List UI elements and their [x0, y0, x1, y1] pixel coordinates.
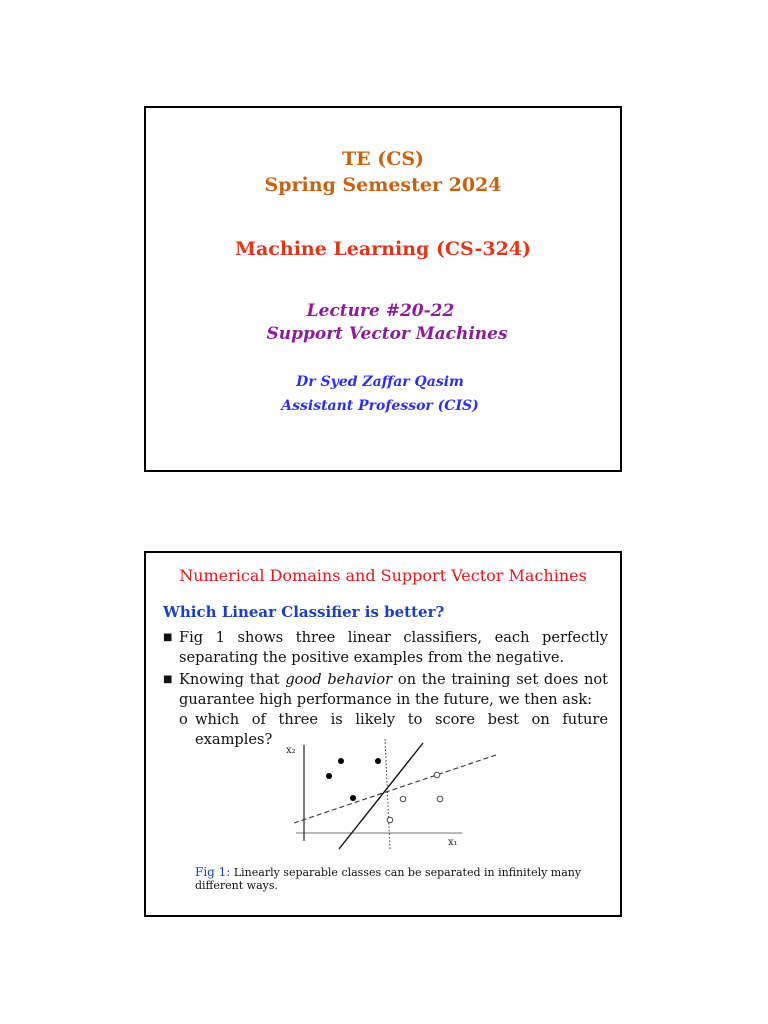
- bullet-text-start: Knowing that: [179, 671, 286, 688]
- square-bullet-icon: ■: [163, 632, 173, 643]
- course-title: Machine Learning (CS-324): [234, 238, 532, 260]
- circle-bullet-icon: o: [179, 711, 188, 728]
- positive-example-point: [437, 796, 443, 802]
- square-bullet-icon: ■: [163, 674, 173, 685]
- section-heading: Which Linear Classifier is better?: [163, 603, 445, 621]
- positive-example-point: [387, 817, 393, 823]
- negative-example-point: [326, 773, 332, 779]
- lecture-topic: Support Vector Machines: [266, 324, 508, 344]
- positive-example-point: [434, 772, 440, 778]
- negative-example-point: [350, 795, 356, 801]
- emphasis-text: good behavior: [285, 671, 393, 688]
- dashed-classifier-line: [294, 755, 496, 823]
- negative-example-point: [338, 758, 344, 764]
- y-axis-label: x₂: [286, 745, 296, 756]
- dotted-classifier-line: [385, 739, 390, 849]
- sub-bullet-text: which of three is likely to score best on future examples?: [195, 711, 608, 748]
- list-item: [163, 628, 608, 668]
- bullet-text-end: on the training set does not guarantee high performance in the future, we then ask:: [179, 671, 608, 708]
- slide-title: Numerical Domains and Support Vector Machines: [179, 566, 587, 585]
- list-item: [163, 670, 608, 750]
- bullet-list: [163, 628, 608, 752]
- x-axis-label: x₁: [448, 837, 458, 848]
- bullet-text: Fig 1 shows three linear classifiers, each perfectly separating the positive examples from the negative.: [179, 629, 608, 666]
- content-slide: [144, 551, 622, 917]
- classifier-figure: [286, 739, 496, 851]
- positive-example-point: [400, 796, 406, 802]
- title-slide: [144, 106, 622, 472]
- figure-caption: [195, 865, 620, 892]
- caption-text: Linearly separable classes can be separated in infinitely many different ways.: [195, 866, 582, 892]
- caption-label: Fig 1:: [195, 865, 231, 879]
- semester-heading: Spring Semester 2024: [264, 174, 502, 196]
- class-heading: TE (CS): [341, 148, 425, 170]
- lecture-number: Lecture #20-22: [306, 301, 455, 321]
- negative-example-point: [375, 758, 381, 764]
- author-name: Dr Syed Zaffar Qasim: [296, 374, 464, 390]
- author-position: Assistant Professor (CIS): [281, 398, 479, 414]
